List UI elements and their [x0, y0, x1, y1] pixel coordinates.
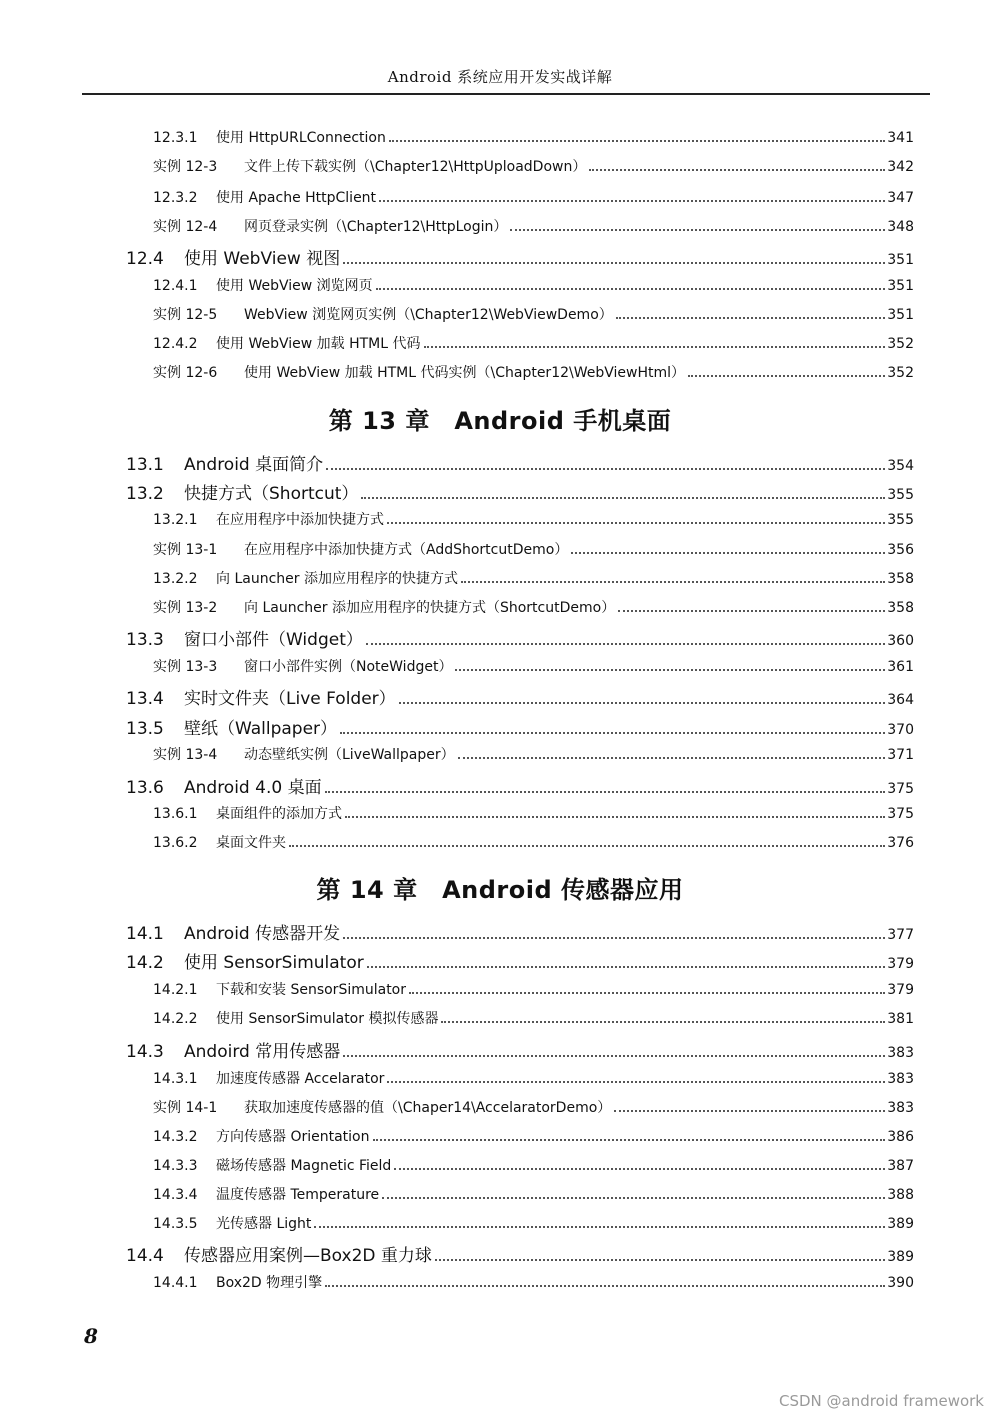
leader-dots: [367, 965, 886, 968]
entry-number: 实例 13-2: [153, 600, 218, 616]
entry-number: 实例 12-6: [153, 365, 218, 381]
entry-page: 381: [887, 1011, 914, 1027]
leader-dots: [616, 316, 886, 319]
entry-title: 实时文件夹（Live Folder）: [184, 689, 396, 709]
toc-entry: [153, 832, 914, 852]
toc-entry: [153, 156, 914, 176]
toc-entry: [153, 803, 914, 823]
toc-entry: [153, 568, 914, 588]
entry-title: 使用 HttpURLConnection: [216, 130, 386, 146]
entry-title: 光传感器 Light: [216, 1216, 312, 1232]
entry-number: 14.3.3: [153, 1158, 198, 1174]
toc-entry: [153, 656, 914, 676]
entry-title: Android 传感器开发: [184, 924, 341, 944]
entry-page: 356: [887, 542, 914, 558]
entry-page: 371: [887, 747, 914, 763]
toc-entry: [126, 1241, 914, 1266]
entry-page: 386: [887, 1129, 914, 1145]
entry-page: 361: [887, 659, 914, 675]
leader-dots: [379, 199, 885, 202]
leader-dots: [688, 374, 885, 377]
toc-entry: [153, 1272, 914, 1292]
toc-entry: [153, 1184, 914, 1204]
leader-dots: [326, 467, 885, 470]
entry-page: 364: [887, 692, 914, 708]
leader-dots: [409, 991, 885, 994]
leader-dots: [314, 1225, 885, 1228]
toc-entry: [126, 244, 914, 269]
entry-title: 在应用程序中添加快捷方式（AddShortcutDemo）: [244, 542, 569, 558]
entry-page: 389: [887, 1216, 914, 1232]
entry-page: 370: [887, 722, 914, 738]
leader-dots: [389, 139, 885, 142]
leader-dots: [458, 756, 886, 759]
leader-dots: [325, 1284, 885, 1287]
leader-dots: [387, 521, 885, 524]
entry-page: 351: [887, 252, 914, 268]
entry-page: 342: [887, 159, 914, 175]
toc-entry: [126, 948, 914, 973]
entry-number: 实例 14-1: [153, 1100, 218, 1116]
toc-entry: [126, 919, 914, 944]
leader-dots: [424, 345, 886, 348]
entry-number: 12.4.2: [153, 336, 198, 352]
leader-dots: [510, 228, 885, 231]
page-number: 8: [84, 1324, 98, 1348]
leader-dots: [289, 844, 885, 847]
toc-entry: [153, 539, 914, 559]
leader-dots: [366, 642, 885, 645]
entry-page: 379: [887, 956, 914, 972]
entry-number: 13.5: [126, 719, 164, 739]
entry-page: 351: [887, 278, 914, 294]
leader-dots: [343, 261, 885, 264]
entry-title: 使用 WebView 浏览网页: [216, 278, 373, 294]
entry-number: 13.3: [126, 630, 164, 650]
entry-page: 383: [887, 1100, 914, 1116]
entry-page: 354: [887, 458, 914, 474]
entry-number: 实例 13-3: [153, 659, 218, 675]
entry-title: Android 桌面简介: [184, 455, 324, 475]
entry-title: 温度传感器 Temperature: [216, 1187, 380, 1203]
entry-title: 使用 SensorSimulator: [184, 953, 364, 973]
entry-title: 壁纸（Wallpaper）: [184, 719, 338, 739]
entry-number: 14.3.5: [153, 1216, 198, 1232]
leader-dots: [382, 1196, 885, 1199]
leader-dots: [325, 790, 886, 793]
entry-number: 12.3.1: [153, 130, 198, 146]
entry-title: 窗口小部件实例（NoteWidget）: [244, 659, 453, 675]
entry-title: 动态壁纸实例（LiveWallpaper）: [244, 747, 455, 763]
toc-entry: [153, 509, 914, 529]
leader-dots: [340, 731, 885, 734]
entry-title: 下载和安装 SensorSimulator: [216, 982, 407, 998]
entry-page: 360: [887, 633, 914, 649]
entry-title: 获取加速度传感器的值（\Chaper14\AccelaratorDemo）: [244, 1100, 612, 1116]
entry-number: 12.4: [126, 249, 164, 269]
toc-entry: [126, 773, 914, 798]
leader-dots: [343, 936, 885, 939]
entry-number: 13.2.1: [153, 512, 198, 528]
toc-entry: [153, 127, 914, 147]
entry-title: 方向传感器 Orientation: [216, 1129, 370, 1145]
entry-title: 向 Launcher 添加应用程序的快捷方式（ShortcutDemo）: [244, 600, 616, 616]
entry-page: 351: [887, 307, 914, 323]
header-rule: [82, 93, 930, 95]
entry-title: 窗口小部件（Widget）: [184, 630, 363, 650]
leader-dots: [455, 668, 885, 671]
leader-dots: [571, 551, 885, 554]
entry-page: 347: [887, 190, 914, 206]
toc-entry: [126, 684, 914, 709]
toc-entry: [153, 1213, 914, 1233]
toc-entry: [153, 1068, 914, 1088]
entry-number: 13.1: [126, 455, 164, 475]
entry-title: 使用 SensorSimulator 模拟传感器: [216, 1011, 439, 1027]
toc-entry: [126, 714, 914, 739]
entry-page: 358: [887, 600, 914, 616]
toc-entry: [153, 1008, 914, 1028]
entry-page: 341: [887, 130, 914, 146]
entry-title: 向 Launcher 添加应用程序的快捷方式: [216, 571, 458, 587]
entry-page: 377: [887, 927, 914, 943]
entry-number: 实例 12-4: [153, 219, 218, 235]
entry-number: 14.1: [126, 924, 164, 944]
toc-entry: [153, 1097, 914, 1117]
toc-entry: [153, 1126, 914, 1146]
entry-number: 14.4: [126, 1246, 164, 1266]
toc-entry: [126, 625, 914, 650]
running-header: Android 系统应用开发实战详解: [387, 68, 613, 86]
entry-page: 375: [887, 806, 914, 822]
entry-number: 14.3.1: [153, 1071, 198, 1087]
entry-number: 12.4.1: [153, 278, 198, 294]
entry-title: 加速度传感器 Accelarator: [216, 1071, 385, 1087]
toc-entry: [126, 479, 914, 504]
entry-page: 376: [887, 835, 914, 851]
leader-dots: [589, 168, 885, 171]
entry-page: 389: [887, 1249, 914, 1265]
entry-title: 传感器应用案例—Box2D 重力球: [184, 1246, 432, 1266]
chapter-heading: 第 14 章 Android 传感器应用: [316, 876, 684, 904]
entry-number: 14.4.1: [153, 1275, 198, 1291]
entry-title: WebView 浏览网页实例（\Chapter12\WebViewDemo）: [244, 307, 613, 323]
chapter-heading: 第 13 章 Android 手机桌面: [328, 407, 672, 435]
entry-title: 使用 WebView 加载 HTML 代码: [216, 336, 421, 352]
toc-entry: [153, 362, 914, 382]
entry-page: 352: [887, 336, 914, 352]
toc-entry: [153, 187, 914, 207]
entry-number: 实例 12-5: [153, 307, 218, 323]
leader-dots: [399, 701, 886, 704]
entry-page: 348: [887, 219, 914, 235]
entry-number: 14.2.1: [153, 982, 198, 998]
leader-dots: [376, 287, 886, 290]
entry-number: 实例 13-4: [153, 747, 218, 763]
toc-entry: [153, 597, 914, 617]
entry-number: 14.3.2: [153, 1129, 198, 1145]
toc-entry: [126, 1037, 914, 1062]
entry-number: 13.6: [126, 778, 164, 798]
entry-title: Android 4.0 桌面: [184, 778, 322, 798]
leader-dots: [441, 1020, 885, 1023]
entry-title: 使用 WebView 视图: [184, 249, 341, 269]
entry-number: 13.6.1: [153, 806, 198, 822]
entry-number: 12.3.2: [153, 190, 198, 206]
entry-page: 387: [887, 1158, 914, 1174]
entry-number: 13.6.2: [153, 835, 198, 851]
leader-dots: [387, 1080, 885, 1083]
toc-entry: [153, 304, 914, 324]
entry-title: 快捷方式（Shortcut）: [184, 484, 359, 504]
entry-page: 383: [887, 1045, 914, 1061]
toc-entry: [153, 744, 914, 764]
entry-page: 355: [887, 487, 914, 503]
entry-number: 实例 12-3: [153, 159, 218, 175]
leader-dots: [618, 609, 885, 612]
entry-title: 使用 WebView 加载 HTML 代码实例（\Chapter12\WebViewHtml）: [244, 365, 686, 381]
entry-title: 桌面文件夹: [216, 835, 286, 851]
leader-dots: [361, 496, 885, 499]
entry-page: 352: [887, 365, 914, 381]
leader-dots: [373, 1138, 886, 1141]
entry-page: 379: [887, 982, 914, 998]
entry-title: 文件上传下载实例（\Chapter12\HttpUploadDown）: [244, 159, 587, 175]
leader-dots: [345, 815, 885, 818]
entry-title: 使用 Apache HttpClient: [216, 190, 377, 206]
entry-number: 14.2: [126, 953, 164, 973]
entry-page: 358: [887, 571, 914, 587]
leader-dots: [394, 1167, 885, 1170]
entry-title: 在应用程序中添加快捷方式: [216, 512, 384, 528]
entry-number: 14.3.4: [153, 1187, 198, 1203]
entry-number: 14.2.2: [153, 1011, 198, 1027]
toc-entry: [153, 216, 914, 236]
entry-number: 13.2: [126, 484, 164, 504]
entry-title: 网页登录实例（\Chapter12\HttpLogin）: [244, 219, 508, 235]
watermark: CSDN @android framework: [778, 1392, 984, 1410]
entry-number: 14.3: [126, 1042, 164, 1062]
leader-dots: [435, 1258, 885, 1261]
toc-entry: [153, 275, 914, 295]
entry-number: 13.4: [126, 689, 164, 709]
toc-entry: [126, 450, 914, 475]
entry-page: 383: [887, 1071, 914, 1087]
toc-entry: [153, 333, 914, 353]
entry-number: 实例 13-1: [153, 542, 218, 558]
toc-entry: [153, 1155, 914, 1175]
entry-page: 388: [887, 1187, 914, 1203]
leader-dots: [614, 1109, 885, 1112]
entry-page: 390: [887, 1275, 914, 1291]
toc-entry: [153, 979, 914, 999]
entry-number: 13.2.2: [153, 571, 198, 587]
entry-page: 375: [887, 781, 914, 797]
leader-dots: [461, 580, 885, 583]
entry-page: 355: [887, 512, 914, 528]
entry-title: Andoird 常用传感器: [184, 1042, 341, 1062]
entry-title: 桌面组件的添加方式: [216, 806, 342, 822]
leader-dots: [343, 1054, 885, 1057]
entry-title: 磁场传感器 Magnetic Field: [216, 1158, 392, 1174]
entry-title: Box2D 物理引擎: [216, 1275, 323, 1291]
